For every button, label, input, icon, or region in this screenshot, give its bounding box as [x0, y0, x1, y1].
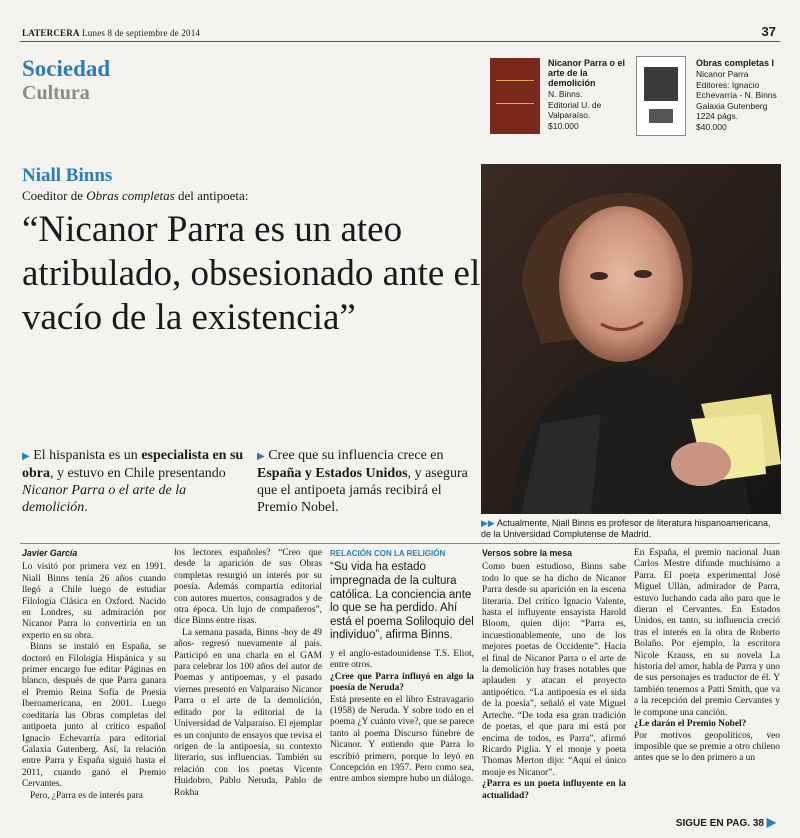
portrait-photo: [481, 164, 781, 514]
question: ¿Parra es un poeta influyente en la actualidad?: [482, 779, 626, 801]
article-column-4: [482, 548, 626, 802]
section-rule: [20, 543, 780, 544]
headline: “Nicanor Parra es un ateo atribulado, obsesionado ante el vacío de la existencia”: [22, 209, 481, 338]
book1-price: $10.000: [548, 120, 579, 131]
book2-publisher: Galaxia Gutenberg: [696, 100, 768, 111]
book1-publisher: Editorial U. de Valparaíso.: [548, 99, 602, 120]
subhead-versos: Versos sobre la mesa: [482, 548, 572, 558]
paragraph: Pero, ¿Parra es de interés para: [30, 790, 143, 801]
paragraph: y el anglo-estadounidense T.S. Eliot, entre otros.: [330, 648, 474, 671]
caption-arrow-icon: ▶▶: [481, 518, 495, 528]
book2-title: Obras completas I: [696, 58, 775, 68]
arrow-right-icon: ▶: [766, 815, 776, 829]
book2-editors: Editores: Ignacio Echevarría - N. Binns: [696, 79, 777, 100]
article-author: Javier García: [22, 548, 78, 558]
subhead-religion: RELACIÓN CON LA RELIGIÓN: [330, 549, 446, 558]
question: ¿Cree que Parra influyó en algo la poesía de Neruda?: [330, 671, 474, 694]
article-column-3: [330, 548, 474, 786]
paragraph: Como buen estudioso, Binns sabe todo lo que se ha dicho de Nicanor Parra desde su aparición en la escena literaria. Del crítico Ignacio Valente, hasta el influyente ensayista Harold Bloom, quien dijo: “Parra es, incuestionablemente, uno de los mejores poetas de Occidente”. Hacia el final de Nicanor Parra o el arte de la demolición hay frases notables que aplauden y atacan el proyecto antipoético. “La antipoesía es el sida de la poesía”, señaló el vate Miguel Arteche. “De toda esa gran tradición de poetas, el que para mí está por encima de todos, es Parra”, afirmó Ricardo Piglia. Y el monje y poeta Thomas Merton dijo: “Aquí el único monje es Nicanor”.: [482, 562, 626, 778]
book1-details: [548, 89, 630, 131]
book2-details: [696, 69, 788, 132]
paragraph: En España, el premio nacional Juan Carlos Mestre difunde muchísimo a Parra. El poeta experimental José Miguel Ullán, admirador de Parra, estuvo luchando cada año para que le dieran el Cervantes. En Estados Unidos, en tanto, su influencia creció tras el interés en la obra de Roberto Bolaño. Por ejemplo, la escritora Nicole Krauss, en su novela La historia del amor, habla de Parra y uno de sus personajes es traductor de él. Y también tenemos a Patti Smith, que va a la recepción del premio Cervantes y le compone una canción.: [634, 548, 780, 718]
interviewee-role: Coeditor de Obras completas del antipoeta:: [22, 188, 249, 203]
paragraph: los lectores españoles? “Creo que desde la aparición de sus Obras completas resurgió un interés por su poesía. Además compartía editorial con autores muertos, consagrados y de otra época. Un lujo de compañeros”, dice Binns entre risas.: [174, 548, 322, 627]
question: ¿Le darán el Premio Nobel?: [634, 719, 747, 730]
continue-link[interactable]: SIGUE EN PAG. 38 ▶: [675, 815, 776, 829]
book-cover-demolicion: [490, 58, 540, 134]
article-column-2: [174, 548, 322, 799]
deck-1: ▶ El hispanista es un especialista en su obra, y estuvo en Chile presentando Nicanor Parra o el arte de la demolición.: [22, 448, 244, 515]
paragraph: Por motivos geopolíticos, veo imposible que se premie a otro chileno antes que se lo den primero a un: [634, 730, 780, 764]
triangle-bullet-icon: ▶: [22, 451, 30, 462]
book-cover-obras-completas: [636, 56, 686, 136]
article-column-1: [22, 548, 166, 802]
photo-caption: ▶▶ Actualmente, Niall Binns es profesor de literatura hispanoamericana, de la Universidad Complutense de Madrid.: [481, 518, 771, 539]
paragraph: Lo visitó por primera vez en 1991. Niall Binns tenía 26 años cuando llegó a Chile luego de estudiar Filología Clásica en Oxford. Nacido en Londres, su admiración por Nicanor Parra lo convertiría en un experto en su obra.: [22, 562, 166, 641]
book2-pages: 1224 págs.: [696, 111, 739, 121]
pull-quote: “Su vida ha estado impregnada de la cultura católica. La conciencia ante lo que se ha perdido. Ahí está el poema Soliloquio del individuo”, afirma Binns.: [330, 561, 474, 642]
interviewee-name: Niall Binns: [22, 165, 113, 186]
deck-2: ▶ Cree que su influencia crece en España y Estados Unidos, y asegura que el antipoeta jamás recibirá el Premio Nobel.: [257, 448, 468, 515]
paragraph: Está presente en el libro Estravagario (1958) de Neruda. Y sobre todo en el poema ¿Y cuánto vive?, que se parece tanto al poema Discurso fúnebre de Nicanor. Y entiendo que Parra lo escribió primero, porque lo leyó en Concepción en 1957. Pero como sea, entre ambos siempre hubo un diálogo.: [330, 694, 474, 785]
issue-date: Lunes 8 de septiembre de 2014: [82, 28, 201, 38]
subsection-title: Cultura: [22, 82, 90, 104]
book2-author: Nicanor Parra: [696, 69, 749, 79]
paper-name: LATERCERA: [22, 28, 80, 38]
triangle-bullet-icon: ▶: [257, 451, 265, 462]
article-column-5: [634, 548, 780, 765]
page-number: 37: [761, 24, 776, 39]
portrait-illustration: [481, 164, 781, 514]
paragraph: Binns se instaló en España, se doctoró en Filología Hispánica y su primer encargo fue editar Páginas en blanco, después de que Parra ganara el Premio Reina Sofía de Poesía Iberoamericana, en 2001. Luego coeditaría las Obras completas del antipoeta junto al crítico español Ignacio Echevarría para editorial Galaxia Gutenberg. Así, la relación entre Parra y España siguió hasta el 2011, cuando ganó el Premio Cervantes.: [22, 642, 166, 790]
section-title: Sociedad: [22, 56, 111, 81]
paragraph: La semana pasada, Binns -hoy de 49 años- regresó nuevamente al país. Participó en una charla en el GAM para celebrar los 100 años del autor de Poemas y antipoemas, y el pasado viernes presentó en Valparaíso Nicanor Parra o el arte de la demolición, editado por la editorial de la Universidad de Valparaíso. El ejemplar es un conjunto de ensayos que revisa el origen de la antipoesía, su contexto literario, sus influencias. También su relación con los poetas Vicente Huidobro, Pablo Neruda, Pablo de Rokha: [174, 627, 322, 798]
masthead: [22, 28, 200, 38]
book2-price: $40.000: [696, 121, 727, 132]
header-rule: [20, 41, 780, 42]
book1-author: N. Binns.: [548, 89, 583, 99]
book1-title: Nicanor Parra o el arte de la demolición: [548, 58, 626, 88]
